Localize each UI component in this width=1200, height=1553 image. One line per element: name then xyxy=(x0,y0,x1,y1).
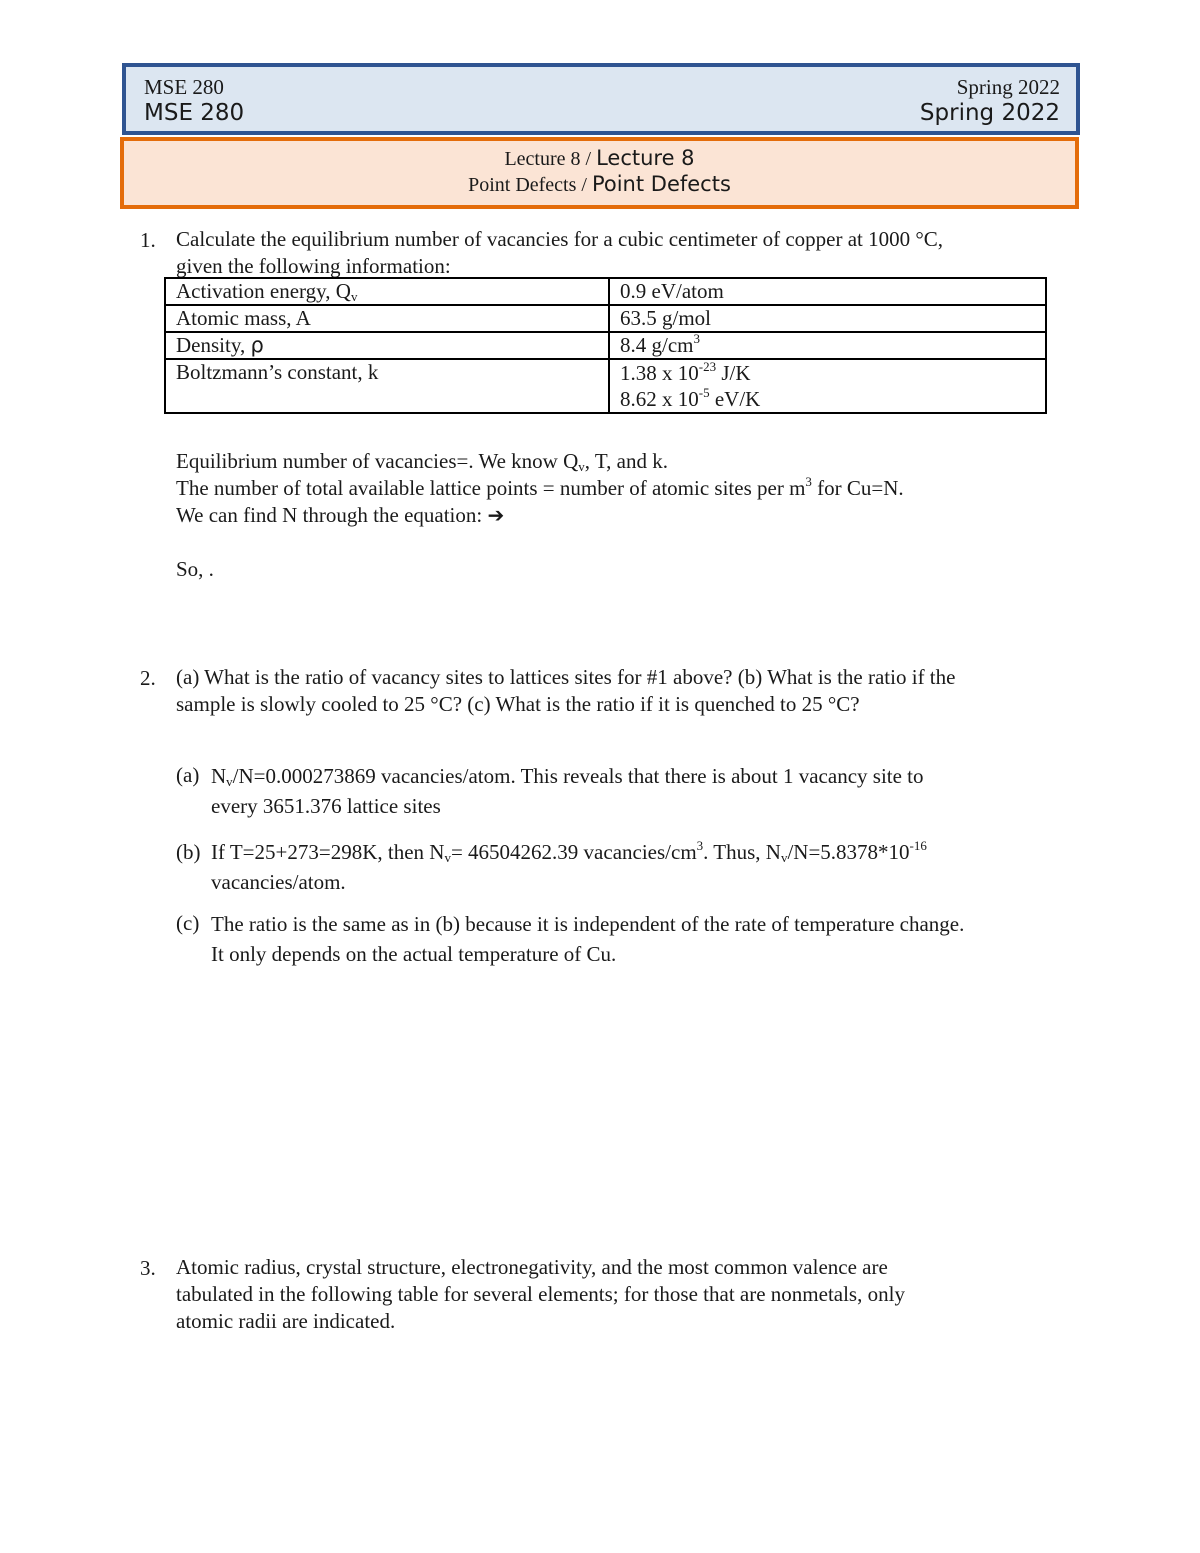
course-code-bold: MSE 280 xyxy=(144,100,245,126)
answer-a: $N_v/N=0.000273869$ vacancies/atom. This reveals that there is about 1 vacancy site to every 3651.376 lattice sites xyxy=(211,764,924,818)
table-row: Atomic mass, A 63.5 g/mol xyxy=(165,305,1046,332)
answer-c: The ratio is the same as in (b) because it is independent of the rate of temperature change. It only depends on the actual temperature of Cu. xyxy=(211,912,965,966)
term-bold: Spring 2022 xyxy=(919,100,1060,126)
answer-b: If T=25+273=298K, then $N_v= 46504262.39$ vacancies/$cm^3$. Thus, $N_v/N=5.8378*10^{-16}$ vacancies/atom. xyxy=(211,838,927,894)
material-properties-table xyxy=(164,277,1047,414)
table-row: Boltzmann’s constant, k 1.38 x $10^{-23}$ J/K 8.62 x $10^{-5}$ eV/K xyxy=(165,359,1046,413)
rho-symbol: ρ xyxy=(250,333,264,357)
question-2-text: (a) What is the ratio of vacancy sites to lattices sites for #1 above? (b) What is the ratio if the sample is slowly cooled to 25 °C? (c) What is the ratio if it is quenched to 25 °C? xyxy=(176,665,956,716)
question-2-number: 2. xyxy=(140,666,156,690)
table-row: Activation energy, $Q_v$ 0.9 eV/atom xyxy=(165,278,1046,305)
course-code: MSE 280 xyxy=(144,75,224,99)
header-row-serif xyxy=(144,75,1060,100)
question-1-number: 1. xyxy=(140,228,156,252)
answer-a-label: (a) xyxy=(176,763,200,787)
arrow-right-icon: ➔ xyxy=(487,503,505,527)
question-1-text: Calculate the equilibrium number of vacancies for a cubic centimeter of copper at 1000 °C, given the following information: xyxy=(176,227,944,278)
lecture-banner xyxy=(120,137,1079,209)
course-header xyxy=(122,63,1080,135)
table-row: Density, ρ 8.4 $g/cm^3$ xyxy=(165,332,1046,359)
answer-c-label: (c) xyxy=(176,911,200,935)
lecture-topic: Point Defects / Point Defects xyxy=(468,172,731,196)
question-1-answer: Equilibrium number of vacancies=. We know $Q_v$, T, and k. The number of total available lattice points = number of atomic sites per $m^3$ for Cu=N. We can find N through the equation: ➔ So, . xyxy=(176,449,904,581)
lecture-title: Lecture 8 / Lecture 8 xyxy=(504,146,695,170)
term: Spring 2022 xyxy=(956,75,1060,99)
question-3-number: 3. xyxy=(140,1256,156,1280)
question-3-text: Atomic radius, crystal structure, electronegativity, and the most common valence are tabulated in the following table for several elements; for those that are nonmetals, only atomic radii are indicated. xyxy=(176,1255,905,1333)
header-row-sans xyxy=(144,100,1060,126)
answer-b-label: (b) xyxy=(176,840,201,864)
